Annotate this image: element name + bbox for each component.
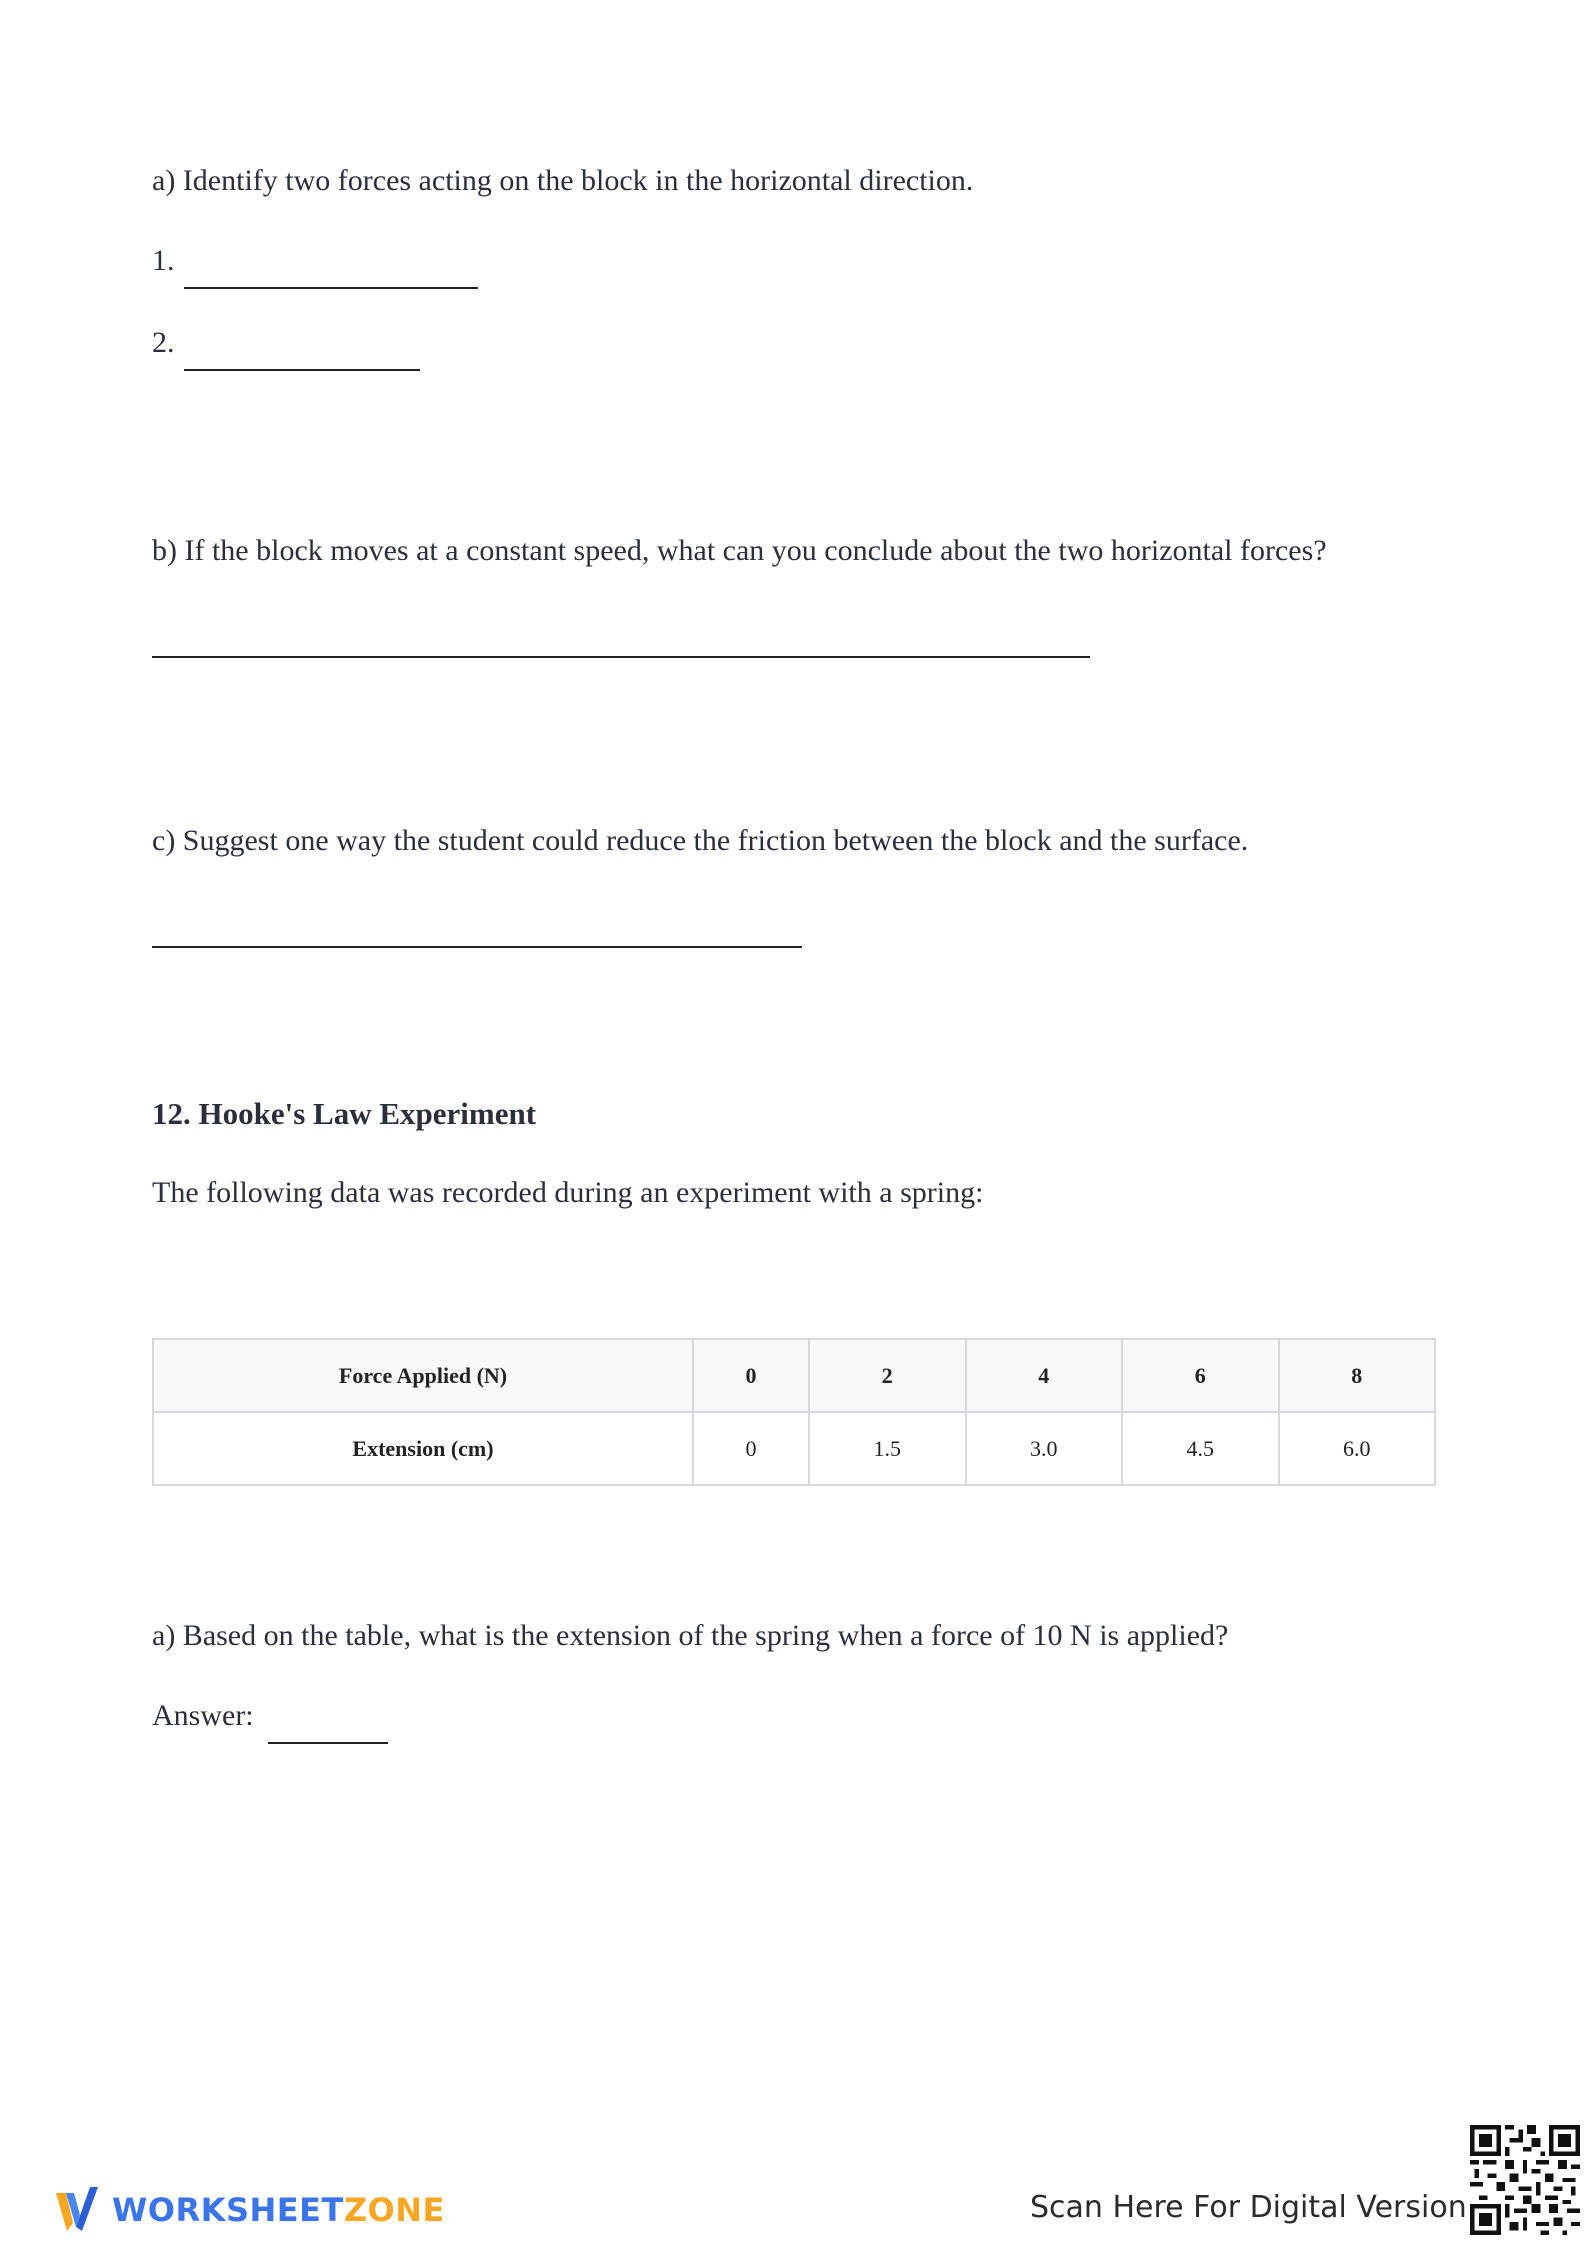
table-row [153, 1412, 1435, 1485]
answer-line-c[interactable] [152, 946, 802, 948]
answer-line-extension[interactable] [268, 1742, 388, 1744]
question-a-extension: a) Based on the table, what is the extension of the spring when a force of 10 N is applied? [152, 1619, 1229, 1652]
qr-code-icon[interactable] [1470, 2125, 1580, 2235]
table-cell: 4.5 [1122, 1412, 1279, 1485]
brand-worksheet-text: WORKSHEET [112, 2191, 344, 2229]
brand-zone-text: ZONE [343, 2191, 445, 2229]
table-cell: 6 [1122, 1339, 1279, 1412]
worksheetzone-brand[interactable] [56, 2180, 445, 2240]
table-cell: 1.5 [809, 1412, 966, 1485]
section-intro: The following data was recorded during an experiment with a spring: [152, 1176, 984, 1209]
question-b-constant-speed: b) If the block moves at a constant speed, what can you conclude about the two horizontal forces? [152, 534, 1327, 567]
table-cell: 8 [1279, 1339, 1436, 1412]
hookes-law-table [152, 1338, 1436, 1486]
table-row [153, 1339, 1435, 1412]
answer-item-1-number: 1. [152, 244, 175, 277]
section-title: 12. Hooke's Law Experiment [152, 1096, 537, 1131]
answer-line-b[interactable] [152, 656, 1090, 658]
table-cell: 0 [693, 1412, 809, 1485]
answer-item-2-number: 2. [152, 326, 175, 359]
worksheetzone-w-logo [56, 2185, 98, 2235]
table-cell: 3.0 [966, 1412, 1123, 1485]
answer-line-2[interactable] [184, 369, 420, 371]
scan-caption: Scan Here For Digital Version [1030, 2190, 1467, 2225]
table-cell: 2 [809, 1339, 966, 1412]
table-cell: 4 [966, 1339, 1123, 1412]
table-cell: 0 [693, 1339, 809, 1412]
table-row-label: Force Applied (N) [153, 1339, 693, 1412]
answer-label: Answer: [152, 1699, 254, 1732]
table-row-label: Extension (cm) [153, 1412, 693, 1485]
question-c-reduce-friction: c) Suggest one way the student could reduce the friction between the block and the surface. [152, 824, 1249, 857]
table-cell: 6.0 [1279, 1412, 1436, 1485]
question-a-forces: a) Identify two forces acting on the block in the horizontal direction. [152, 164, 974, 197]
answer-line-1[interactable] [184, 287, 478, 289]
